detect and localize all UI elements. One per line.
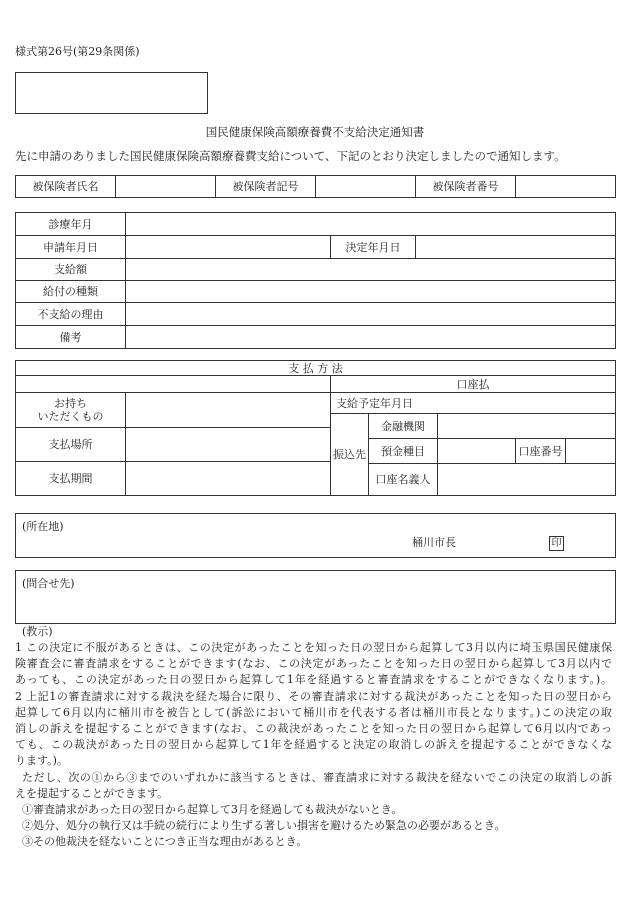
account-holder-label: 口座名義人 [368, 463, 438, 496]
instructions-heading: (教示) [22, 625, 53, 638]
account-number-label: 口座番号 [515, 438, 566, 464]
instruction-line: ります。)。 [15, 754, 68, 768]
recipient-address-box [15, 72, 208, 114]
payment-period-value [125, 461, 331, 496]
payment-period-label: 支払期間 [15, 461, 126, 496]
transfer-to-label: 振込先 [330, 413, 369, 496]
scheduled-payment-date-label: 支給予定年月日 [330, 392, 616, 414]
instruction-line: えを提起することができます。 [15, 786, 169, 800]
benefit-type-label: 給付の種類 [15, 280, 126, 303]
insured-number-label: 被保険者番号 [415, 175, 516, 198]
cash-payment-header [15, 375, 331, 393]
amount-value [125, 258, 616, 281]
instruction-line: ただし、次の①から③までのいずれかに該当するときは、審査請求に対する裁決を経ないでこの決定の取消しの訴 [22, 770, 612, 784]
instruction-line: ①審査請求があった日の翌日から起算して3月を経過しても裁決がないとき。 [22, 802, 403, 816]
application-date-label: 申請年月日 [15, 235, 126, 259]
form-number: 様式第26号(第29条関係) [15, 45, 140, 58]
contact-box [15, 570, 616, 624]
instruction-line: ③その他裁決を経ないことにつき正当な理由があるとき。 [22, 835, 308, 849]
application-date-value [125, 235, 331, 259]
instruction-line: あっても、この決定があった日の翌日から起算して1年を経過すると審査請求をすることができなくなります。)。 [15, 673, 612, 687]
non-payment-reason-label: 不支給の理由 [15, 302, 126, 326]
items-to-bring-label [15, 392, 126, 428]
address-label: (所在地) [22, 520, 64, 533]
instruction-line: ても、この裁決があった日の翌日から起算して1年を経過すると決定の取消しの訴えを提起することができなくな [15, 738, 612, 752]
instruction-line: 消しの訴えを提起することができます(なお、この裁決があったことを知った日の翌日から起算して6月以内であっ [15, 721, 612, 735]
issuer-box [15, 513, 616, 558]
document-title: 国民健康保険高額療養費不支給決定通知書 [205, 125, 425, 139]
decision-date-label: 決定年月日 [330, 235, 416, 259]
bank-value [437, 413, 616, 439]
account-transfer-header: 口座払 [330, 375, 616, 393]
deposit-type-value [437, 438, 516, 464]
items-to-bring-line2: いただくもの [37, 410, 104, 423]
payment-place-value [125, 427, 331, 462]
decision-date-value [415, 235, 616, 259]
remarks-label: 備考 [15, 325, 126, 349]
items-to-bring-line1: お持ち [54, 397, 87, 410]
instruction-line: 1 この決定に不服があるときは、この決定があったことを知った日の翌日から起算して3月以内に埼玉県国民健康保 [15, 641, 612, 654]
instruction-line: 2 上記1の審査請求に対する裁決を経た場合に限り、その審査請求に対する裁決があったことを知った日の翌日から [15, 689, 612, 703]
insured-number-value [515, 175, 616, 198]
instructions-text [15, 640, 615, 850]
insured-name-label: 被保険者氏名 [15, 175, 116, 198]
instruction-line: 起算して6月以内に桶川市を被告として(訴訟において桶川市を代表する者は桶川市長となります。)この決定の取 [15, 705, 612, 719]
payment-method-header: 支 払 方 法 [15, 360, 616, 376]
remarks-value [125, 325, 616, 349]
insured-symbol-label: 被保険者記号 [215, 175, 316, 198]
deposit-type-label: 預金種目 [368, 438, 438, 464]
treatment-month-label: 診療年月 [15, 212, 126, 236]
non-payment-reason-value [125, 302, 616, 326]
intro-text: 先に申請のありました国民健康保険高額療養費支給について、下記のとおり決定しましたので通知します。 [15, 149, 566, 163]
amount-label: 支給額 [15, 258, 126, 281]
benefit-type-value [125, 280, 616, 303]
account-number-value [565, 438, 616, 464]
official-seal: 印 [549, 536, 564, 551]
instruction-line: 険審査会に審査請求をすることができます(なお、この決定があったことを知った日の翌日から起算して3月以内で [15, 657, 612, 671]
mayor-name: 桶川市長 [412, 536, 456, 549]
insured-symbol-value [315, 175, 416, 198]
account-holder-value [437, 463, 616, 496]
contact-label: (問合せ先) [22, 577, 75, 590]
bank-label: 金融機関 [368, 413, 438, 439]
treatment-month-value [125, 212, 616, 236]
instruction-line: ②処分、処分の執行又は手続の続行により生ずる著しい損害を避けるため緊急の必要があるとき。 [22, 819, 506, 833]
insured-name-value [115, 175, 216, 198]
payment-place-label: 支払場所 [15, 427, 126, 462]
items-to-bring-value [125, 392, 331, 428]
